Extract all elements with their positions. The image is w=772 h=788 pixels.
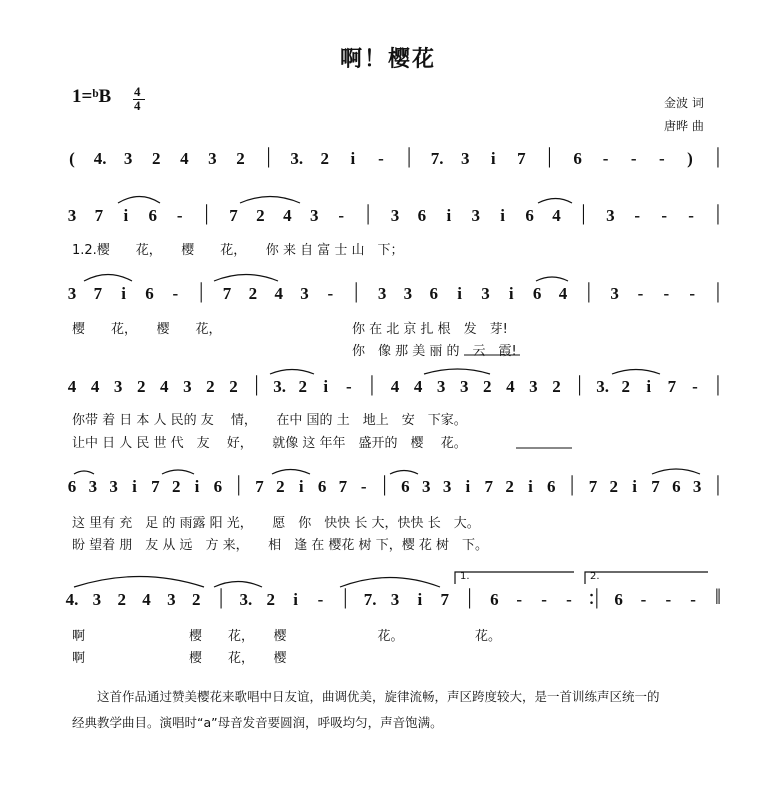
- lyric-line: 你带 着 日 本 人 民的 友 情， 在中 国的 土 地上 安 下家。: [72, 413, 467, 428]
- barline: |: [581, 200, 586, 225]
- barline: |: [715, 471, 721, 496]
- note: -: [602, 149, 609, 168]
- slur: [270, 370, 314, 375]
- note: 2: [552, 377, 561, 396]
- note: 6: [614, 590, 623, 609]
- note: -: [327, 284, 334, 303]
- note: 3: [403, 284, 413, 303]
- staff-5: [0, 471, 772, 498]
- note: i: [123, 206, 129, 225]
- barline: |: [577, 371, 582, 396]
- barline: ‖: [714, 584, 722, 609]
- note: 3: [167, 590, 176, 609]
- slur: [340, 578, 440, 588]
- slur: [162, 470, 194, 474]
- note: 3: [208, 149, 217, 168]
- note: 3: [67, 284, 77, 303]
- lyric-line: 1.2.樱 花， 樱 花， 你 来 自 富 士 山 下；: [72, 243, 404, 258]
- key-signature: 1=ᵇB: [72, 86, 112, 107]
- note: 6: [401, 477, 410, 496]
- note: -: [663, 284, 670, 303]
- slur: [424, 369, 490, 374]
- note: 4: [180, 149, 189, 168]
- lyric-line: 盼 望着 朋 友 从 远 方 来， 相 逢 在 樱花 树 下，樱 花 树 下。: [72, 538, 488, 553]
- note: 7: [255, 477, 264, 496]
- slur: [74, 577, 204, 588]
- note: i: [528, 477, 533, 496]
- note: 3: [460, 149, 470, 168]
- note: i: [446, 206, 452, 225]
- note: 4.: [93, 149, 107, 168]
- barline: |: [586, 278, 591, 303]
- note: 3: [459, 377, 469, 396]
- note: 4: [160, 377, 169, 396]
- slur: [118, 197, 160, 204]
- note: 7: [229, 206, 238, 225]
- note: -: [689, 284, 695, 303]
- note: i: [500, 206, 506, 225]
- note: 6: [67, 477, 77, 496]
- lyric-line: 你 像 那 美 丽 的 云 霞!: [352, 344, 517, 359]
- barline: :|: [588, 584, 600, 609]
- note: 3: [123, 149, 133, 168]
- note: 2: [206, 377, 215, 396]
- note: 2: [483, 377, 492, 396]
- barline: |: [236, 471, 241, 496]
- note: i: [350, 149, 356, 168]
- slur: [214, 275, 278, 282]
- staff-3: [0, 278, 772, 305]
- note: 7.: [430, 149, 444, 168]
- note: 3.: [290, 149, 304, 168]
- note: -: [665, 590, 672, 609]
- note: 2: [256, 206, 265, 225]
- barline: |: [382, 471, 387, 496]
- note: 3: [67, 206, 77, 225]
- note: i: [465, 477, 471, 496]
- note: -: [360, 477, 367, 496]
- staff-2: [0, 200, 772, 227]
- note: 3: [390, 206, 400, 225]
- note: 2: [117, 590, 126, 609]
- slur: [536, 277, 568, 281]
- note: ): [687, 149, 693, 168]
- note: -: [516, 590, 523, 609]
- note: 6: [672, 477, 681, 496]
- note: 4.: [65, 590, 79, 609]
- slur: [612, 370, 660, 375]
- note: 2: [248, 284, 258, 303]
- note: -: [541, 590, 547, 609]
- note: i: [508, 284, 514, 303]
- note: 3: [692, 477, 702, 496]
- note: 2: [609, 477, 619, 496]
- barline: |: [406, 143, 412, 168]
- staff-4: [0, 371, 772, 398]
- barline: |: [218, 584, 224, 609]
- note: 6: [317, 477, 327, 496]
- note: i: [323, 377, 329, 396]
- barline: |: [343, 584, 348, 609]
- note: 4: [283, 206, 292, 225]
- note: 2: [191, 590, 201, 609]
- slur: [538, 199, 572, 204]
- note: 7: [151, 477, 160, 496]
- barline: |: [198, 278, 204, 303]
- time-signature-bottom: 4: [134, 98, 141, 113]
- note: 3: [606, 206, 615, 225]
- note: -: [637, 284, 644, 303]
- note: 2: [236, 149, 245, 168]
- note: 3: [422, 477, 431, 496]
- slur: [272, 470, 310, 475]
- note: 4: [390, 377, 400, 396]
- note: -: [692, 377, 698, 396]
- note: 3.: [239, 590, 253, 609]
- note: 6: [547, 477, 556, 496]
- slur: [74, 471, 94, 474]
- description-line: 这首作品通过赞美樱花来歌唱中日友谊，曲调优美，旋律流畅，声区跨度较大，是一首训练声区统一的: [97, 689, 660, 704]
- note: i: [646, 377, 652, 396]
- volta-1-label: 1.: [460, 571, 470, 582]
- barline: |: [569, 471, 575, 496]
- lyric-line: 啊 樱 花， 樱: [72, 651, 287, 666]
- staff-6: [0, 584, 772, 611]
- note: i: [121, 284, 127, 303]
- note: 2: [136, 377, 146, 396]
- note: i: [194, 477, 200, 496]
- volta-2-bracket: [585, 572, 708, 584]
- note: 4: [67, 377, 77, 396]
- note: 7.: [363, 590, 377, 609]
- lyric-line: 啊 樱 花， 樱 花。 花。: [72, 629, 502, 644]
- note: 3: [300, 284, 309, 303]
- staff-1: [0, 143, 772, 170]
- note: i: [490, 149, 496, 168]
- lyricist-credit: 金波 词: [664, 96, 704, 110]
- note: 7: [588, 477, 598, 496]
- note: 4: [552, 206, 561, 225]
- note: 4: [558, 284, 568, 303]
- slur: [652, 469, 700, 474]
- note: 2: [229, 377, 238, 396]
- note: i: [632, 477, 637, 496]
- note: 7: [440, 590, 449, 609]
- note: 3: [481, 284, 490, 303]
- note: -: [658, 149, 665, 168]
- note: 3: [88, 477, 98, 496]
- note: 6: [148, 206, 157, 225]
- note: -: [172, 284, 179, 303]
- slur: [84, 275, 132, 282]
- barline: |: [715, 278, 721, 303]
- note: 2: [152, 149, 161, 168]
- note: 3.: [596, 377, 610, 396]
- note: 2: [298, 377, 307, 396]
- note: 6: [573, 149, 582, 168]
- lyric-line: 你 在 北 京 扎 根 发 芽!: [352, 322, 508, 337]
- note: 7: [667, 377, 677, 396]
- barline: |: [354, 278, 359, 303]
- note: -: [661, 206, 667, 225]
- note: 7: [222, 284, 232, 303]
- note: 6: [490, 590, 499, 609]
- note: -: [176, 206, 183, 225]
- barline: |: [365, 200, 371, 225]
- note: i: [457, 284, 462, 303]
- note: 3: [310, 206, 319, 225]
- note: -: [640, 590, 647, 609]
- composer-credit: 唐晔 曲: [664, 119, 704, 133]
- time-signature-top: 4: [134, 84, 141, 99]
- slur: [390, 471, 418, 475]
- note: 3: [109, 477, 118, 496]
- note: 4: [90, 377, 100, 396]
- barline: |: [369, 371, 375, 396]
- barline: |: [715, 200, 721, 225]
- note: 7: [484, 477, 494, 496]
- note: -: [688, 206, 694, 225]
- note: 3: [442, 477, 452, 496]
- note: 6: [417, 206, 427, 225]
- note: 3: [436, 377, 446, 396]
- note: -: [317, 590, 324, 609]
- note: -: [690, 590, 696, 609]
- song-title: 啊！樱花: [340, 47, 437, 72]
- note: 7: [94, 206, 104, 225]
- note: 4: [274, 284, 283, 303]
- lyric-line: 让中 日 人 民 世 代 友 好， 就像 这 年年 盛开的 樱 花。: [72, 436, 467, 451]
- note: -: [346, 377, 352, 396]
- note: -: [630, 149, 637, 168]
- note: 4: [413, 377, 423, 396]
- note: 3: [183, 377, 192, 396]
- note: 3: [390, 590, 400, 609]
- note: 2: [320, 149, 330, 168]
- barline: |: [204, 200, 209, 225]
- note: 6: [213, 477, 223, 496]
- note: 2: [171, 477, 181, 496]
- note: i: [132, 477, 137, 496]
- note: 7: [651, 477, 660, 496]
- note: 2: [505, 477, 514, 496]
- note: (: [69, 149, 75, 168]
- slur: [240, 197, 300, 204]
- note: 3: [529, 377, 538, 396]
- note: 6: [429, 284, 438, 303]
- note: 6: [525, 206, 534, 225]
- description-line: 经典教学曲目。演唱时“a”母音发音要圆润，呼吸均匀，声音饱满。: [72, 715, 443, 730]
- barline: |: [467, 584, 472, 609]
- note: -: [338, 206, 344, 225]
- note: 7: [93, 284, 103, 303]
- note: 7: [338, 477, 348, 496]
- barline: |: [254, 371, 259, 396]
- note: 3: [113, 377, 123, 396]
- volta-2-label: 2.: [590, 571, 600, 582]
- note: 3.: [273, 377, 287, 396]
- barline: |: [547, 143, 552, 168]
- note: 4: [142, 590, 151, 609]
- lyric-line: 樱 花， 樱 花，: [72, 322, 222, 337]
- note: 2: [621, 377, 630, 396]
- note: 6: [532, 284, 542, 303]
- note: 3: [377, 284, 387, 303]
- note: 3: [610, 284, 619, 303]
- barline: |: [715, 143, 721, 168]
- note: 4: [506, 377, 515, 396]
- barline: |: [266, 143, 271, 168]
- note: 6: [145, 284, 154, 303]
- barline: |: [715, 371, 721, 396]
- note: i: [293, 590, 298, 609]
- note: 7: [517, 149, 526, 168]
- note: -: [566, 590, 572, 609]
- lyric-line: 这 里有 充 足 的 雨露 阳 光， 愿 你 快快 长 大，快快 长 大。: [72, 516, 480, 531]
- note: i: [298, 477, 304, 496]
- note: i: [417, 590, 423, 609]
- note: 2: [276, 477, 285, 496]
- note: 3: [92, 590, 102, 609]
- note: -: [634, 206, 641, 225]
- volta-1-bracket: [455, 572, 574, 584]
- note: 2: [266, 590, 276, 609]
- note: 3: [471, 206, 480, 225]
- note: -: [378, 149, 384, 168]
